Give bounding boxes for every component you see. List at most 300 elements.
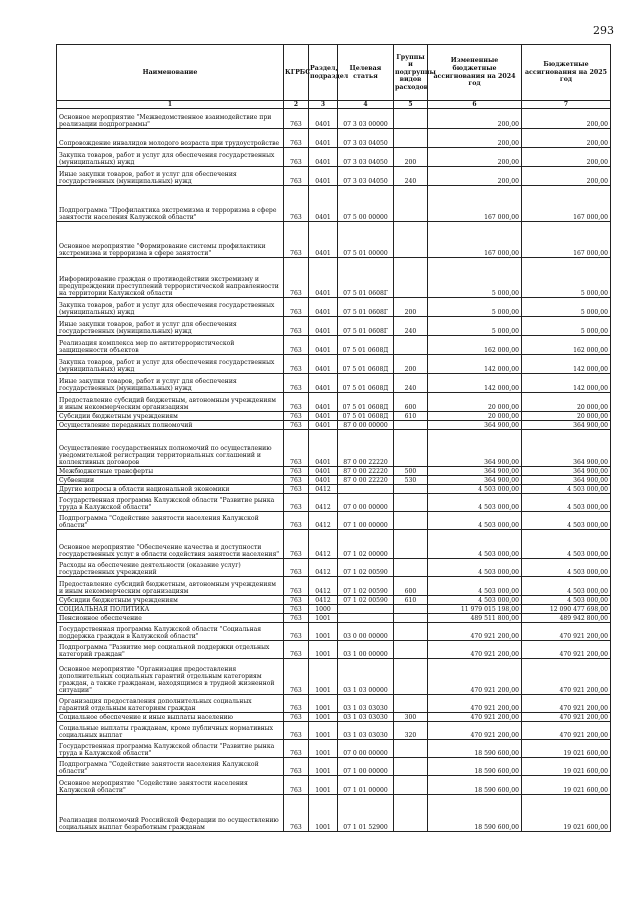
row-value-2024: 18 590 600,00 xyxy=(428,795,522,832)
row-section: 1001 xyxy=(309,740,338,758)
row-group xyxy=(394,641,428,659)
row-target: 03 1 03 03030 xyxy=(338,722,394,740)
row-value-2025: 19 021 600,00 xyxy=(522,740,611,758)
row-kgrbs: 763 xyxy=(284,530,309,559)
row-target: 07 5 01 0608Д xyxy=(338,374,394,393)
row-value-2025: 19 021 600,00 xyxy=(522,758,611,776)
row-value-2025: 4 503 000,00 xyxy=(522,494,611,512)
row-section: 0412 xyxy=(309,596,338,605)
table-row xyxy=(57,148,611,167)
row-section: 0401 xyxy=(309,129,338,148)
row-kgrbs: 763 xyxy=(284,795,309,832)
row-kgrbs: 763 xyxy=(284,412,309,421)
row-section: 0401 xyxy=(309,109,338,129)
row-kgrbs: 763 xyxy=(284,758,309,776)
row-target: 07 1 00 00000 xyxy=(338,512,394,530)
row-name: Субвенции xyxy=(57,476,284,485)
row-group: 240 xyxy=(394,167,428,186)
table-row xyxy=(57,374,611,393)
row-group: 610 xyxy=(394,412,428,421)
row-group: 300 xyxy=(394,713,428,722)
row-name: Предоставление субсидий бюджетным, автономным учреждениям и иным некоммерческим организациям xyxy=(57,393,284,412)
row-group: 240 xyxy=(394,317,428,336)
row-group xyxy=(394,623,428,641)
row-name: Подпрограмма "Профилактика экстремизма и терроризма в сфере занятости населения Калужской области" xyxy=(57,186,284,222)
row-kgrbs: 763 xyxy=(284,374,309,393)
row-name: Закупка товаров, работ и услуг для обеспечения государственных (муниципальных) нужд xyxy=(57,355,284,374)
row-value-2024: 5 000,00 xyxy=(428,298,522,317)
row-value-2024: 200,00 xyxy=(428,167,522,186)
row-value-2025: 4 503 000,00 xyxy=(522,512,611,530)
row-value-2025: 5 000,00 xyxy=(522,298,611,317)
row-target: 07 1 01 52900 xyxy=(338,795,394,832)
row-kgrbs: 763 xyxy=(284,148,309,167)
row-target: 87 0 00 22220 xyxy=(338,476,394,485)
row-kgrbs: 763 xyxy=(284,336,309,355)
row-value-2024: 4 503 000,00 xyxy=(428,530,522,559)
row-kgrbs: 763 xyxy=(284,494,309,512)
row-kgrbs: 763 xyxy=(284,355,309,374)
row-name: Закупка товаров, работ и услуг для обеспечения государственных (муниципальных) нужд xyxy=(57,298,284,317)
row-target: 03 1 03 03030 xyxy=(338,713,394,722)
row-target: 07 0 00 00000 xyxy=(338,494,394,512)
row-value-2025: 20 000,00 xyxy=(522,412,611,421)
row-target: 07 3 03 04050 xyxy=(338,129,394,148)
row-value-2024: 162 000,00 xyxy=(428,336,522,355)
column-number: 6 xyxy=(428,101,522,109)
row-section: 0401 xyxy=(309,317,338,336)
row-section: 0401 xyxy=(309,222,338,258)
row-value-2024: 4 503 000,00 xyxy=(428,577,522,596)
row-name: Другие вопросы в области национальной экономики xyxy=(57,485,284,494)
row-value-2025: 470 921 200,00 xyxy=(522,659,611,695)
row-name: Подпрограмма "Развитие мер социальной поддержки отдельных категорий граждан" xyxy=(57,641,284,659)
row-section: 0401 xyxy=(309,412,338,421)
table-row xyxy=(57,776,611,795)
row-value-2025: 4 503 000,00 xyxy=(522,596,611,605)
row-section: 0401 xyxy=(309,374,338,393)
row-kgrbs: 763 xyxy=(284,722,309,740)
budget-table xyxy=(56,44,611,832)
row-name: Сопровождение инвалидов молодого возраста при трудоустройстве xyxy=(57,129,284,148)
row-section: 0412 xyxy=(309,577,338,596)
row-value-2025: 364 900,00 xyxy=(522,430,611,467)
row-value-2025: 20 000,00 xyxy=(522,393,611,412)
row-value-2024: 364 900,00 xyxy=(428,467,522,476)
row-name: Субсидии бюджетным учреждениям xyxy=(57,412,284,421)
row-section: 0412 xyxy=(309,512,338,530)
row-target: 07 1 01 00000 xyxy=(338,776,394,795)
row-name: Основное мероприятие "Обеспечение качества и доступности государственных услуг в области содействия занятости населения" xyxy=(57,530,284,559)
row-section: 0401 xyxy=(309,167,338,186)
row-kgrbs: 763 xyxy=(284,109,309,129)
row-group xyxy=(394,186,428,222)
table-row xyxy=(57,317,611,336)
row-name: Реализация комплекса мер по антитеррористической защищенности объектов xyxy=(57,336,284,355)
row-group xyxy=(394,430,428,467)
row-name: Реализация полномочий Российской Федерации по осуществлению социальных выплат безработным гражданам xyxy=(57,795,284,832)
row-name: Пенсионное обеспечение xyxy=(57,614,284,623)
row-value-2024: 470 921 200,00 xyxy=(428,659,522,695)
row-value-2025: 364 900,00 xyxy=(522,421,611,430)
row-kgrbs: 763 xyxy=(284,186,309,222)
row-kgrbs: 763 xyxy=(284,577,309,596)
row-kgrbs: 763 xyxy=(284,695,309,713)
row-value-2024: 364 900,00 xyxy=(428,430,522,467)
row-kgrbs: 763 xyxy=(284,222,309,258)
row-group: 600 xyxy=(394,393,428,412)
row-group xyxy=(394,758,428,776)
row-group xyxy=(394,605,428,614)
row-kgrbs: 763 xyxy=(284,317,309,336)
row-value-2024: 18 590 600,00 xyxy=(428,740,522,758)
row-section: 0412 xyxy=(309,485,338,494)
table-row xyxy=(57,659,611,695)
column-number: 5 xyxy=(394,101,428,109)
row-value-2025: 162 000,00 xyxy=(522,336,611,355)
table-row xyxy=(57,336,611,355)
row-section: 0412 xyxy=(309,559,338,577)
row-target: 07 1 00 00000 xyxy=(338,758,394,776)
row-value-2024: 470 921 200,00 xyxy=(428,641,522,659)
row-value-2025: 470 921 200,00 xyxy=(522,722,611,740)
row-value-2024: 167 000,00 xyxy=(428,222,522,258)
row-kgrbs: 763 xyxy=(284,467,309,476)
row-kgrbs: 763 xyxy=(284,641,309,659)
row-group xyxy=(394,659,428,695)
row-target: 07 3 03 04050 xyxy=(338,167,394,186)
row-kgrbs: 763 xyxy=(284,512,309,530)
row-section: 0401 xyxy=(309,336,338,355)
row-value-2025: 12 090 477 698,00 xyxy=(522,605,611,614)
row-section: 1001 xyxy=(309,758,338,776)
row-value-2025: 200,00 xyxy=(522,109,611,129)
row-value-2025: 470 921 200,00 xyxy=(522,641,611,659)
row-group: 240 xyxy=(394,374,428,393)
table-row xyxy=(57,713,611,722)
row-group: 200 xyxy=(394,148,428,167)
row-group xyxy=(394,222,428,258)
row-value-2025: 167 000,00 xyxy=(522,186,611,222)
column-number-row xyxy=(57,101,611,109)
page-number: 293 xyxy=(593,24,614,37)
row-value-2025: 364 900,00 xyxy=(522,467,611,476)
row-value-2025: 142 000,00 xyxy=(522,374,611,393)
table-row xyxy=(57,512,611,530)
row-name: Иные закупки товаров, работ и услуг для обеспечения государственных (муниципальных) нужд xyxy=(57,317,284,336)
row-section: 1001 xyxy=(309,659,338,695)
row-group xyxy=(394,485,428,494)
table-row xyxy=(57,605,611,614)
row-target: 07 5 01 0608Д xyxy=(338,412,394,421)
row-value-2025: 167 000,00 xyxy=(522,222,611,258)
row-value-2024: 470 921 200,00 xyxy=(428,623,522,641)
row-name: Расходы на обеспечение деятельности (оказание услуг) государственных учреждений xyxy=(57,559,284,577)
column-number: 3 xyxy=(309,101,338,109)
row-value-2024: 470 921 200,00 xyxy=(428,695,522,713)
row-value-2024: 200,00 xyxy=(428,129,522,148)
row-group xyxy=(394,129,428,148)
row-target: 07 5 01 00000 xyxy=(338,222,394,258)
row-section: 1001 xyxy=(309,695,338,713)
row-kgrbs: 763 xyxy=(284,485,309,494)
row-name: Подпрограмма "Содействие занятости населения Калужской области" xyxy=(57,512,284,530)
table-row xyxy=(57,740,611,758)
table-row xyxy=(57,476,611,485)
table-header-row xyxy=(57,45,611,101)
row-name: Социальные выплаты гражданам, кроме публичных нормативных социальных выплат xyxy=(57,722,284,740)
row-kgrbs: 763 xyxy=(284,596,309,605)
row-name: Осуществление переданных полномочий xyxy=(57,421,284,430)
table-row xyxy=(57,298,611,317)
row-kgrbs: 763 xyxy=(284,167,309,186)
table-row xyxy=(57,467,611,476)
row-target: 07 1 02 00000 xyxy=(338,530,394,559)
row-value-2024: 142 000,00 xyxy=(428,374,522,393)
table-row xyxy=(57,258,611,298)
row-name: Субсидии бюджетным учреждениям xyxy=(57,596,284,605)
row-section: 1001 xyxy=(309,713,338,722)
table-row xyxy=(57,421,611,430)
row-value-2024: 167 000,00 xyxy=(428,186,522,222)
row-value-2024: 364 900,00 xyxy=(428,476,522,485)
row-value-2025: 200,00 xyxy=(522,148,611,167)
row-value-2024: 470 921 200,00 xyxy=(428,722,522,740)
row-section: 0412 xyxy=(309,494,338,512)
row-kgrbs: 763 xyxy=(284,298,309,317)
table-row xyxy=(57,430,611,467)
row-section: 0401 xyxy=(309,355,338,374)
row-section: 1001 xyxy=(309,722,338,740)
row-kgrbs: 763 xyxy=(284,258,309,298)
row-kgrbs: 763 xyxy=(284,430,309,467)
row-name: Социальное обеспечение и иные выплаты населению xyxy=(57,713,284,722)
row-value-2025: 5 000,00 xyxy=(522,258,611,298)
row-value-2024: 4 503 000,00 xyxy=(428,485,522,494)
row-value-2025: 19 021 600,00 xyxy=(522,776,611,795)
row-section: 0412 xyxy=(309,530,338,559)
table-row xyxy=(57,623,611,641)
row-target xyxy=(338,605,394,614)
row-target: 03 1 03 03030 xyxy=(338,695,394,713)
table-row xyxy=(57,577,611,596)
row-target: 07 5 00 00000 xyxy=(338,186,394,222)
row-group xyxy=(394,109,428,129)
row-name: Информирование граждан о противодействии экстремизму и предупреждении преступлений террористической направленности на территории Калужской области xyxy=(57,258,284,298)
table-row xyxy=(57,530,611,559)
row-group xyxy=(394,336,428,355)
row-group: 200 xyxy=(394,355,428,374)
row-value-2025: 364 900,00 xyxy=(522,476,611,485)
row-value-2025: 5 000,00 xyxy=(522,317,611,336)
row-kgrbs: 763 xyxy=(284,659,309,695)
row-group: 320 xyxy=(394,722,428,740)
row-group xyxy=(394,695,428,713)
row-section: 1001 xyxy=(309,641,338,659)
row-value-2024: 20 000,00 xyxy=(428,412,522,421)
row-name: Основное мероприятие "Формирование системы профилактики экстремизма и терроризма в сфере занятости" xyxy=(57,222,284,258)
row-group: 500 xyxy=(394,467,428,476)
table-row xyxy=(57,167,611,186)
row-name: Основное мероприятие "Содействие занятости населения Калужской области" xyxy=(57,776,284,795)
row-name: Государственная программа Калужской области "Развитие рынка труда в Калужской области" xyxy=(57,740,284,758)
row-value-2024: 4 503 000,00 xyxy=(428,559,522,577)
column-number: 2 xyxy=(284,101,309,109)
row-group: 200 xyxy=(394,298,428,317)
row-value-2025: 19 021 600,00 xyxy=(522,795,611,832)
row-value-2024: 20 000,00 xyxy=(428,393,522,412)
row-value-2025: 470 921 200,00 xyxy=(522,713,611,722)
header-target: Целевая статья xyxy=(338,45,394,101)
row-name: Организация предоставления дополнительных социальных гарантий отдельным категориям граждан xyxy=(57,695,284,713)
row-kgrbs: 763 xyxy=(284,623,309,641)
column-number: 4 xyxy=(338,101,394,109)
table-row xyxy=(57,795,611,832)
column-number: 1 xyxy=(57,101,284,109)
row-value-2024: 18 590 600,00 xyxy=(428,758,522,776)
row-value-2025: 470 921 200,00 xyxy=(522,695,611,713)
row-target: 07 3 03 04050 xyxy=(338,148,394,167)
row-target: 07 5 01 0608Д xyxy=(338,355,394,374)
row-value-2024: 18 590 600,00 xyxy=(428,776,522,795)
row-value-2024: 5 000,00 xyxy=(428,258,522,298)
row-target: 03 0 00 00000 xyxy=(338,623,394,641)
row-value-2024: 470 921 200,00 xyxy=(428,713,522,722)
row-value-2024: 4 503 000,00 xyxy=(428,494,522,512)
row-group xyxy=(394,494,428,512)
table-row xyxy=(57,393,611,412)
row-section: 0401 xyxy=(309,467,338,476)
row-value-2024: 364 900,00 xyxy=(428,421,522,430)
row-value-2025: 470 921 200,00 xyxy=(522,623,611,641)
row-value-2025: 4 503 000,00 xyxy=(522,530,611,559)
row-target: 07 1 02 00590 xyxy=(338,577,394,596)
table-row xyxy=(57,485,611,494)
row-kgrbs: 763 xyxy=(284,605,309,614)
row-value-2025: 4 503 000,00 xyxy=(522,485,611,494)
row-value-2025: 4 503 000,00 xyxy=(522,559,611,577)
row-name: Подпрограмма "Содействие занятости населения Калужской области" xyxy=(57,758,284,776)
table-row xyxy=(57,758,611,776)
row-target: 07 5 01 0608Д xyxy=(338,336,394,355)
row-value-2024: 11 979 015 198,00 xyxy=(428,605,522,614)
row-group xyxy=(394,512,428,530)
row-value-2024: 5 000,00 xyxy=(428,317,522,336)
row-section: 0401 xyxy=(309,476,338,485)
row-kgrbs: 763 xyxy=(284,776,309,795)
row-target xyxy=(338,614,394,623)
row-value-2024: 200,00 xyxy=(428,148,522,167)
row-section: 0401 xyxy=(309,430,338,467)
row-group xyxy=(394,795,428,832)
table-row xyxy=(57,412,611,421)
row-name: Государственная программа Калужской области "Социальная поддержка граждан в Калужской области" xyxy=(57,623,284,641)
row-value-2024: 4 503 000,00 xyxy=(428,512,522,530)
row-target: 07 5 01 0608Г xyxy=(338,317,394,336)
row-target: 07 5 01 0608Г xyxy=(338,298,394,317)
row-value-2024: 200,00 xyxy=(428,109,522,129)
row-section: 0401 xyxy=(309,186,338,222)
row-name: СОЦИАЛЬНАЯ ПОЛИТИКА xyxy=(57,605,284,614)
table-row xyxy=(57,641,611,659)
row-target: 03 1 03 00000 xyxy=(338,659,394,695)
row-target: 07 5 01 0608Г xyxy=(338,258,394,298)
row-target: 87 0 00 22220 xyxy=(338,467,394,476)
row-group xyxy=(394,258,428,298)
table-row xyxy=(57,222,611,258)
table-row xyxy=(57,695,611,713)
row-group: 600 xyxy=(394,577,428,596)
row-target xyxy=(338,485,394,494)
row-value-2025: 200,00 xyxy=(522,129,611,148)
row-target: 87 0 00 00000 xyxy=(338,421,394,430)
row-value-2024: 142 000,00 xyxy=(428,355,522,374)
table-row xyxy=(57,186,611,222)
row-section: 0401 xyxy=(309,258,338,298)
row-kgrbs: 763 xyxy=(284,559,309,577)
row-kgrbs: 763 xyxy=(284,421,309,430)
row-value-2025: 200,00 xyxy=(522,167,611,186)
row-name: Осуществление государственных полномочий по осуществлению уведомительной регистрации территориальных соглашений и коллективных договоров xyxy=(57,430,284,467)
row-name: Иные закупки товаров, работ и услуг для обеспечения государственных (муниципальных) нужд xyxy=(57,167,284,186)
row-group xyxy=(394,614,428,623)
row-target: 07 5 01 0608Д xyxy=(338,393,394,412)
row-group xyxy=(394,776,428,795)
row-section: 1000 xyxy=(309,605,338,614)
row-group xyxy=(394,421,428,430)
row-name: Иные закупки товаров, работ и услуг для обеспечения государственных (муниципальных) нужд xyxy=(57,374,284,393)
row-name: Закупка товаров, работ и услуг для обеспечения государственных (муниципальных) нужд xyxy=(57,148,284,167)
header-group: Группы и подгруппы видов расходов xyxy=(394,45,428,101)
table-row xyxy=(57,596,611,605)
row-target: 07 0 00 00000 xyxy=(338,740,394,758)
row-section: 1001 xyxy=(309,795,338,832)
row-kgrbs: 763 xyxy=(284,393,309,412)
row-group: 530 xyxy=(394,476,428,485)
row-target: 07 1 02 00590 xyxy=(338,559,394,577)
header-section: Раздел, подраздел xyxy=(309,45,338,101)
row-group xyxy=(394,530,428,559)
row-name: Государственная программа Калужской области "Развитие рынка труда в Калужской области" xyxy=(57,494,284,512)
row-group xyxy=(394,740,428,758)
table-row xyxy=(57,109,611,129)
row-name: Основное мероприятие "Межведомственное взаимодействие при реализации подпрограммы" xyxy=(57,109,284,129)
row-target: 07 1 02 00590 xyxy=(338,596,394,605)
row-value-2024: 4 503 000,00 xyxy=(428,596,522,605)
row-section: 1001 xyxy=(309,776,338,795)
column-number: 7 xyxy=(522,101,611,109)
table-row xyxy=(57,614,611,623)
header-2024: Измененные бюджетные ассигнования на 2024 год xyxy=(428,45,522,101)
table-row xyxy=(57,559,611,577)
row-section: 1001 xyxy=(309,623,338,641)
row-name: Предоставление субсидий бюджетным, автономным учреждениям и иным некоммерческим организациям xyxy=(57,577,284,596)
header-name: Наименование xyxy=(57,45,284,101)
row-kgrbs: 763 xyxy=(284,740,309,758)
header-2025: Бюджетные ассигнования на 2025 год xyxy=(522,45,611,101)
row-value-2025: 489 942 800,00 xyxy=(522,614,611,623)
row-kgrbs: 763 xyxy=(284,713,309,722)
row-section: 0401 xyxy=(309,148,338,167)
row-target: 07 3 03 00000 xyxy=(338,109,394,129)
row-section: 0401 xyxy=(309,393,338,412)
row-section: 1001 xyxy=(309,614,338,623)
row-kgrbs: 763 xyxy=(284,476,309,485)
row-section: 0401 xyxy=(309,421,338,430)
row-target: 87 0 00 22220 xyxy=(338,430,394,467)
row-kgrbs: 763 xyxy=(284,129,309,148)
row-value-2024: 489 511 800,00 xyxy=(428,614,522,623)
